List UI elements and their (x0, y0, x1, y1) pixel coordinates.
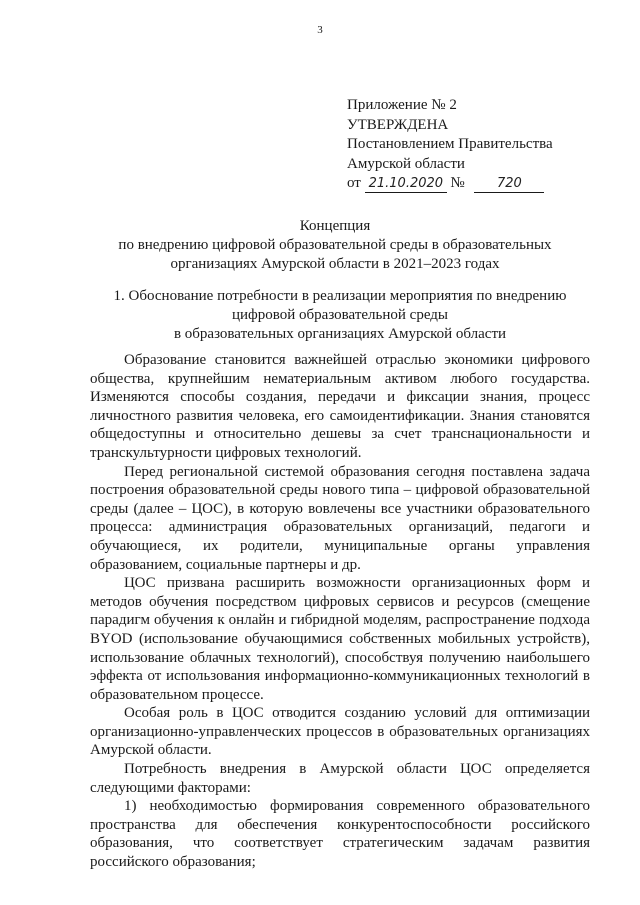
handwritten-date: 21.10.2020 (365, 176, 447, 193)
section-heading-line-3: в образовательных организациях Амурской области (173, 326, 507, 342)
paragraph: ЦОС призвана расширить возможности организационных форм и методов обучения посредством цифровых сервисов и ресурсов (смещение парадигм обучения к онлайн и гибридной моделям, распространение подхода BYOD (использование обучающимися собственных мобильных устройств), использование облачных технологий), способствуя получению наибольшего эффекта от использования информационно-коммуникационных технологий в образовательном процессе. (90, 575, 590, 703)
section-heading (100, 287, 580, 344)
paragraph: Образование становится важнейшей отраслью экономики цифрового общества, крупнейшим нематериальным активом любого государства. Изменяются способы создания, передачи и фиксации знания, процесс личностного развития человека, его самоидентификации. Знания становятся общедоступны и относительно дешевы за счет транснациональности и транскультурности цифровых технологий. (90, 352, 590, 461)
body-text (90, 351, 590, 872)
page-number: 3 (317, 24, 323, 36)
appendix-label: Приложение № 2 (347, 97, 457, 113)
paragraph: Перед региональной системой образования сегодня поставлена задача построения образовательной среды нового типа – цифровой образовательной среды (далее – ЦОС), в которую вовлечены все участники образовательного процесса: администрация образовательных организаций, педагоги и обучающиеся, их родители, муниципальные органы управления образованием, социальные партнеры и др. (90, 463, 590, 573)
concept-subtitle-line-1: по внедрению цифровой образовательной среды в образовательных (118, 237, 552, 253)
date-number-line (347, 174, 617, 194)
concept-heading (100, 217, 570, 274)
concept-subtitle-line-2: организациях Амурской области в 2021–2023 годах (170, 256, 500, 272)
concept-title: Концепция (299, 218, 371, 234)
paragraph: Особая роль в ЦОС отводится созданию условий для оптимизации организационно-управленческих процессов в образовательных организациях Амурской области. (90, 705, 590, 759)
from-label: от (347, 175, 361, 191)
paragraph: 1) необходимостью формирования современного образовательного пространства для обеспечения конкурентоспособности российского образования, что соответствует стратегическим задачам развития российского образования; (90, 798, 590, 871)
resolution-label: Постановлением Правительства (347, 136, 553, 152)
approval-label: УТВЕРЖДЕНА (347, 116, 449, 133)
section-heading-line-1: 1. Обоснование потребности в реализации мероприятия по внедрению (113, 288, 567, 304)
section-heading-line-2: цифровой образовательной среды (232, 307, 448, 323)
handwritten-number: 720 (474, 176, 544, 193)
region-label: Амурской области (347, 155, 465, 172)
appendix-block (347, 96, 617, 194)
number-sign: № (450, 175, 465, 191)
paragraph: Потребность внедрения в Амурской области ЦОС определяется следующими факторами: (90, 761, 590, 796)
